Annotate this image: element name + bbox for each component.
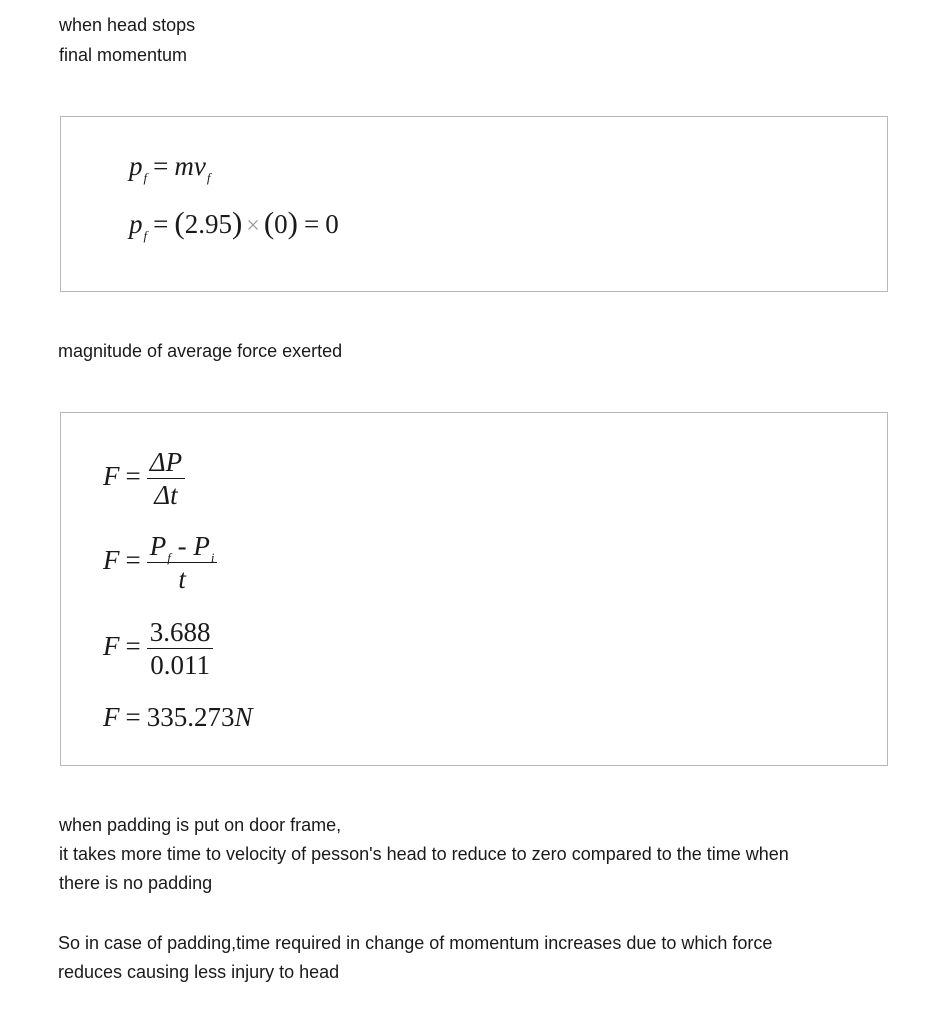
left-paren: ( [174,205,185,240]
denominator-delta-t: Δt [154,480,178,510]
subscript-i: i [210,550,215,565]
minus-sign: - [170,531,194,561]
equals-sign: = [125,545,141,576]
velocity-value: 0 [274,209,288,239]
equals-sign: = [125,461,141,492]
paragraph-conclusion-line-1: So in case of padding,time required in change of momentum increases due to which force [58,933,773,953]
symbol-F: F [103,461,120,492]
subscript-f: f [206,170,211,185]
momentum-result: 0 [325,209,339,239]
symbol-p: p [129,151,143,181]
subscript-f: f [143,228,148,243]
left-paren: ( [263,205,275,240]
paragraph-padding-line-1: when padding is put on door frame, [59,815,342,835]
final-momentum-formula [129,151,211,185]
symbol-F: F [103,545,120,576]
equals-sign: = [125,631,141,662]
fraction [147,619,214,679]
force-momentum-difference [103,533,217,593]
unit-newton: N [234,702,253,732]
text-final-momentum: final momentum [59,45,188,65]
denominator-value: 0.011 [150,650,210,680]
paragraph-padding-line-2: it takes more time to velocity of pesson's head to reduce to zero compared to the time when [59,844,789,864]
momentum-equation-box [60,116,888,292]
fraction [147,449,185,509]
text-when-head-stops: when head stops [59,15,196,35]
force-result [103,704,253,731]
symbol-P: P [149,531,167,561]
force-definition [103,449,185,509]
symbol-P: P [193,531,210,561]
numerator-delta-p: ΔP [147,449,185,479]
symbol-p: p [129,209,143,239]
force-equation-box [60,412,888,766]
force-value: 335.273 [146,702,235,732]
subscript-f: f [167,550,171,565]
symbol-mv: mv [174,151,206,181]
equals-sign: = [125,702,141,732]
times-sign: × [246,213,260,239]
denominator-t: t [178,564,186,594]
numerator-momentum-difference [147,533,218,563]
final-momentum-substitution [129,205,339,243]
mass-value: 2.95 [184,209,232,239]
equals-sign: = [303,209,320,239]
paragraph-conclusion-line-2: reduces causing less injury to head [58,962,340,982]
paragraph-padding-line-3: there is no padding [59,873,213,893]
force-substitution [103,619,213,679]
symbol-F: F [103,702,120,732]
right-paren: ) [231,205,243,240]
equals-sign: = [153,209,169,239]
subscript-f: f [143,170,148,185]
numerator-value: 3.688 [147,619,214,649]
fraction [147,533,218,593]
right-paren: ) [287,205,298,240]
equals-sign: = [153,151,169,181]
text-average-force-heading: magnitude of average force exerted [58,341,343,361]
symbol-F: F [103,631,120,662]
